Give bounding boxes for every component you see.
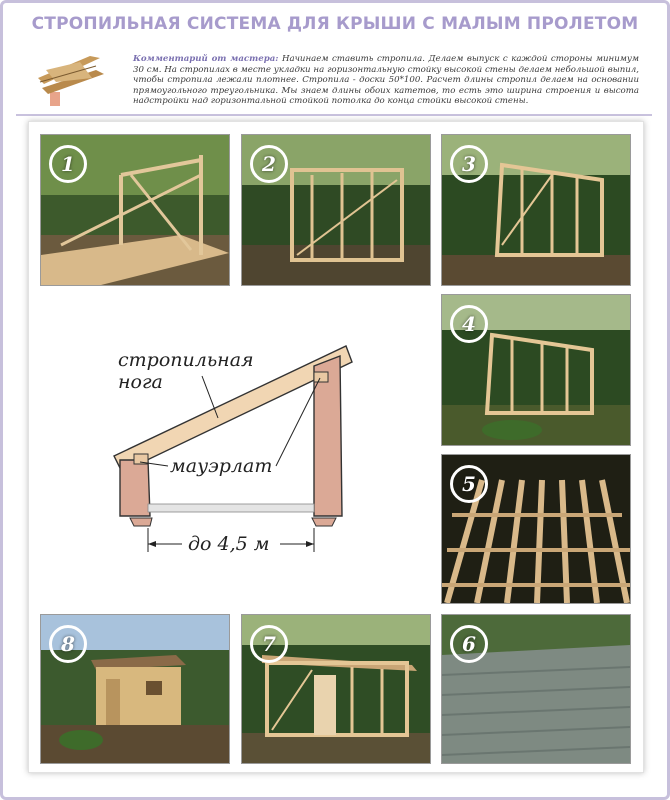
photo-number-badge: 6 — [450, 625, 488, 663]
wall-plate-right — [314, 372, 328, 382]
photo-5 — [441, 454, 631, 604]
rafter-diagram — [110, 338, 370, 570]
photo-2 — [241, 134, 431, 286]
photo-8 — [40, 614, 230, 764]
photo-number-badge: 3 — [450, 145, 488, 183]
photo-number-badge: 7 — [250, 625, 288, 663]
photo-4 — [441, 294, 631, 446]
header-divider — [16, 114, 652, 116]
photo-number-badge: 1 — [49, 145, 87, 183]
rafter-label-line1: стропильная — [118, 349, 254, 371]
comment-lead: Комментарий от мастера: — [133, 54, 279, 64]
photo-number-badge: 8 — [49, 625, 87, 663]
page-title: СТРОПИЛЬНАЯ СИСТЕМА ДЛЯ КРЫШИ С МАЛЫМ ПРОЛЕТОМ — [31, 14, 639, 34]
photo-number-badge: 2 — [250, 145, 288, 183]
photo-number-badge: 5 — [450, 465, 488, 503]
master-comment — [133, 54, 639, 107]
photo-number-badge: 4 — [450, 305, 488, 343]
photo-7 — [241, 614, 431, 764]
photo-6 — [441, 614, 631, 764]
left-wall — [120, 460, 150, 516]
rafters-logo-icon — [30, 48, 110, 112]
ceiling-slab — [148, 504, 314, 512]
rafter-label-line2: нога — [118, 371, 163, 393]
plate-label: мауэрлат — [170, 455, 273, 477]
photo-3 — [441, 134, 631, 286]
comment-text: Начинаем ставить стропила. Делаем выпуск с каждой стороны минимум 30 см. На стропилах в месте укладки на горизонтальную стойку высокой стены делаем небольшой выпил, чтобы стропила лежали плотнее. Стропила - доски 50*100. Расчет длины стропил делаем на основании прямоугольного треугольника. Мы знаем длины обоих катетов, то есть это ширина строения и высота надстройки над горизонтальной стойкой потолка до конца стойки высокой стены. — [133, 54, 639, 107]
span-label: до 4,5 м — [188, 533, 270, 555]
photo-1 — [40, 134, 230, 286]
